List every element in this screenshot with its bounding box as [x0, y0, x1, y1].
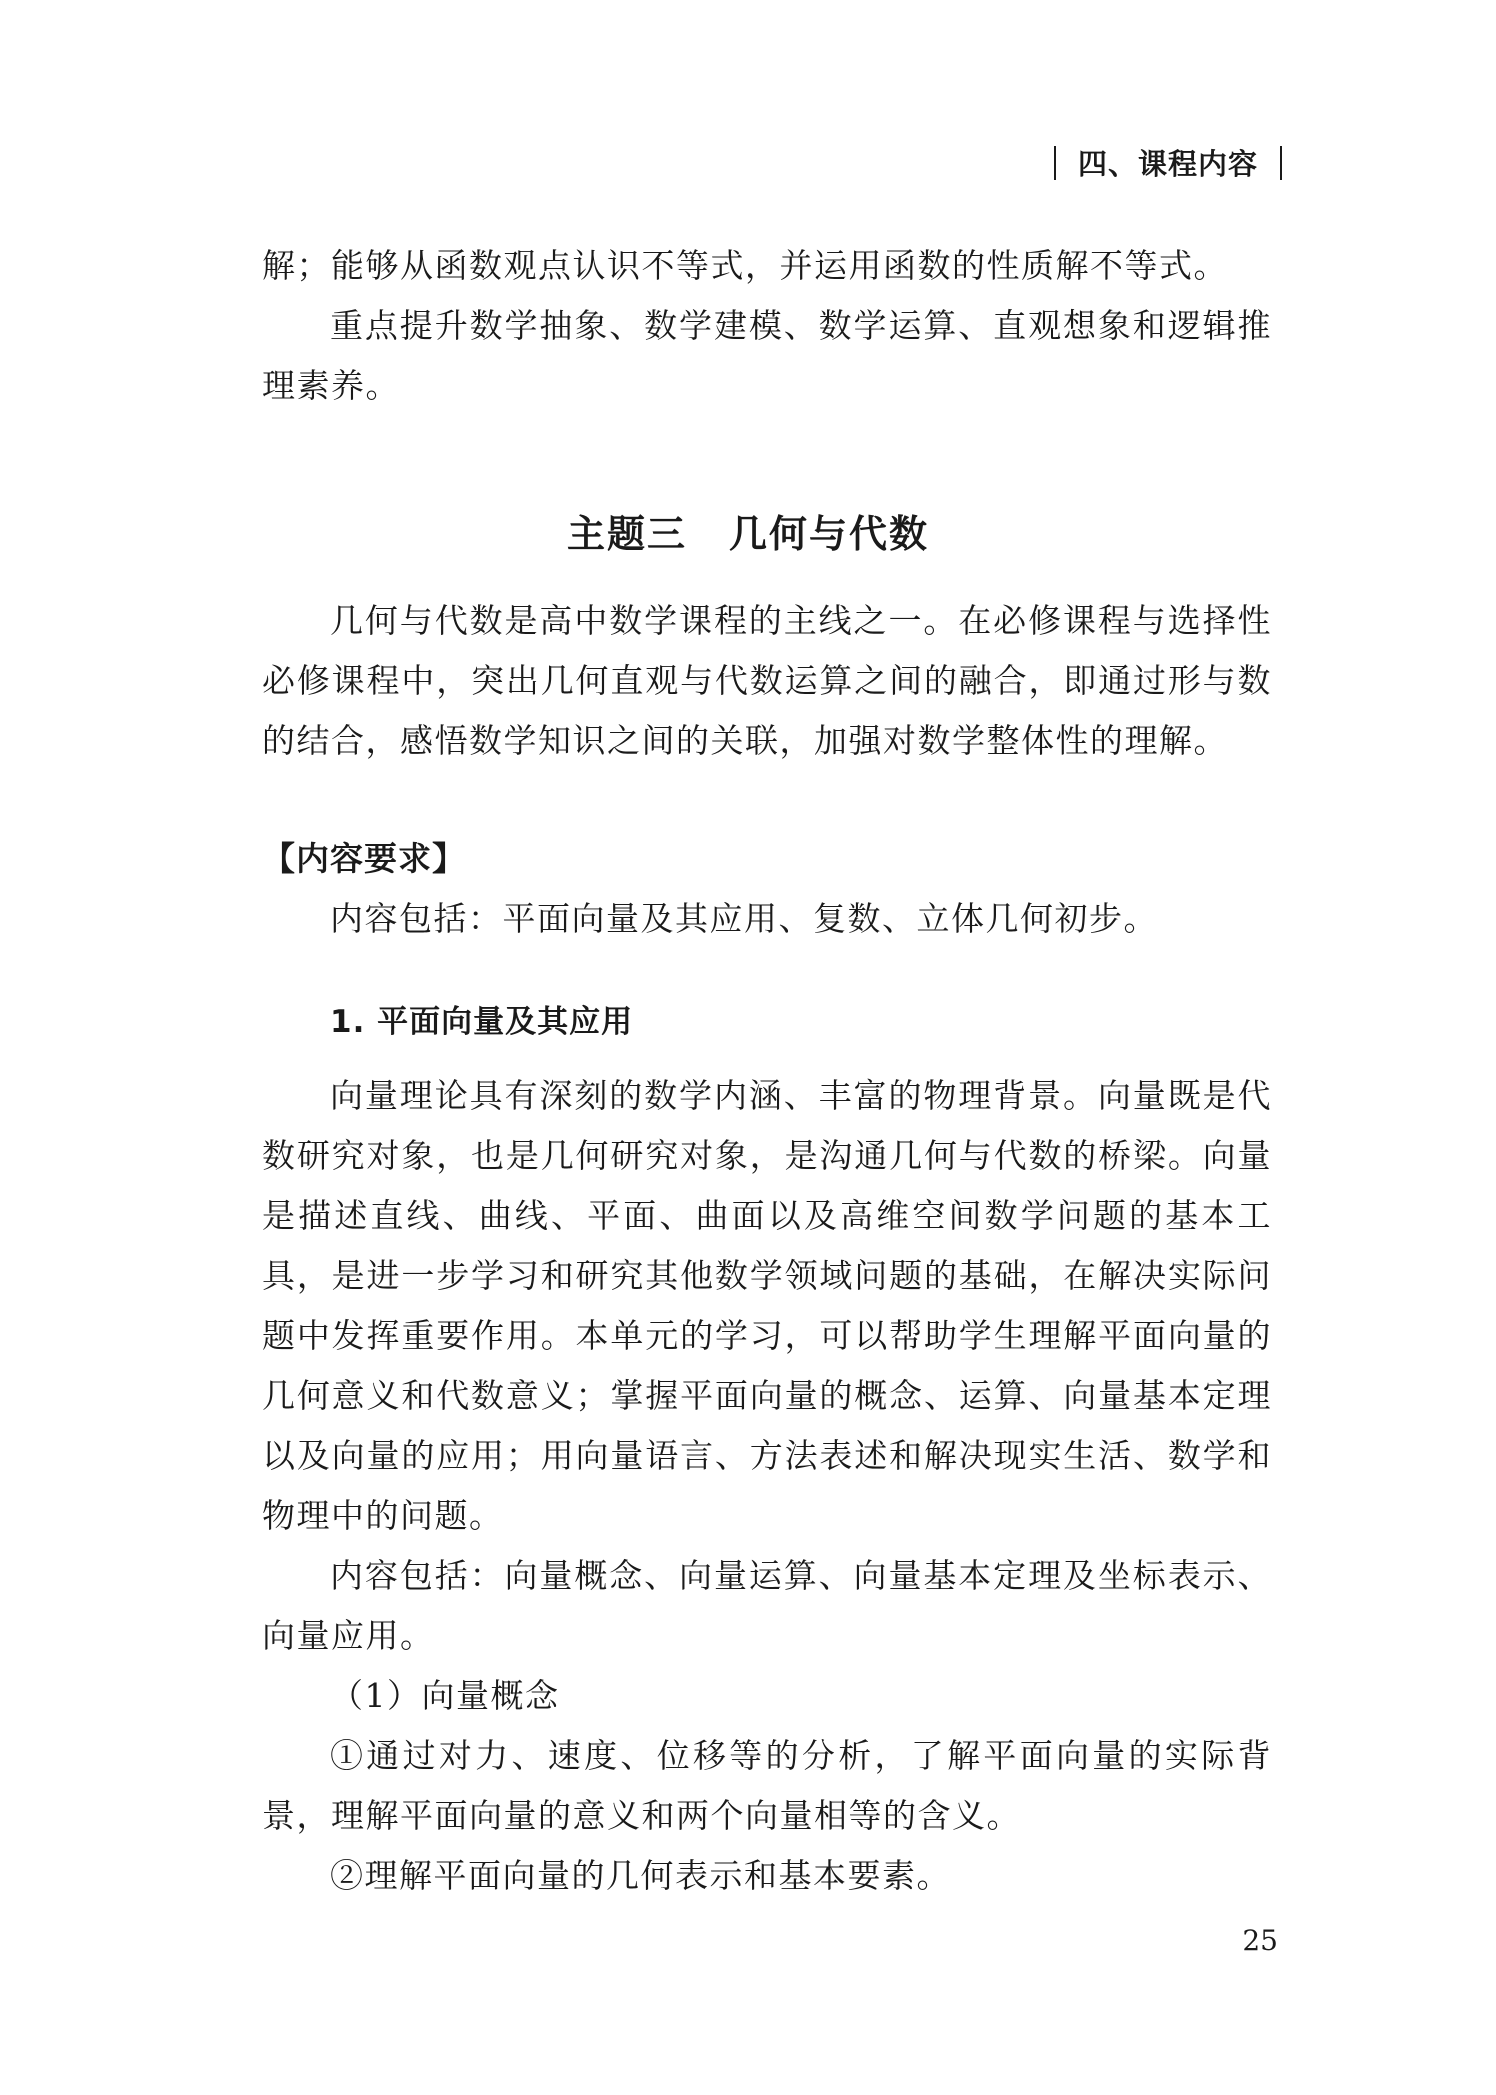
header-divider-right: [1280, 146, 1282, 180]
requirement-item-1: ①通过对力、速度、位移等的分析，了解平面向量的实际背景，理解平面向量的意义和两个向量相等的含义。: [262, 1736, 1272, 1835]
subsection-heading: （1）向量概念: [330, 1676, 560, 1715]
intro-paragraph: 重点提升数学抽象、数学建模、数学运算、直观想象和逻辑推理素养。: [262, 306, 1272, 405]
requirements-heading: 【内容要求】: [262, 839, 466, 878]
intro-block: [262, 236, 1272, 416]
header-divider-left: [1054, 146, 1056, 180]
topic-intro-block: [262, 591, 1272, 771]
section1-heading: 1. 平面向量及其应用: [330, 1004, 634, 1040]
topic-title: [0, 503, 1496, 558]
section1-content-list: 内容包括：向量概念、向量运算、向量基本定理及坐标表示、向量应用。: [262, 1556, 1272, 1655]
topic-name: 几何与代数: [729, 512, 930, 556]
section1-body: [262, 1066, 1272, 1906]
section1-paragraph: 向量理论具有深刻的数学内涵、丰富的物理背景。向量既是代数研究对象，也是几何研究对象，是沟通几何与代数的桥梁。向量是描述直线、曲线、平面、曲面以及高维空间数学问题的基本工具，是进一步学习和研究其他数学领域问题的基础，在解决实际问题中发挥重要作用。本单元的学习，可以帮助学生理解平面向量的几何意义和代数意义；掌握平面向量的概念、运算、向量基本定理以及向量的应用；用向量语言、方法表述和解决现实生活、数学和物理中的问题。: [262, 1076, 1272, 1535]
page-number: 25: [1242, 1924, 1278, 1957]
header-section-title: 四、课程内容: [1077, 147, 1258, 181]
topic-paragraph: 几何与代数是高中数学课程的主线之一。在必修课程与选择性必修课程中，突出几何直观与代数运算之间的融合，即通过形与数的结合，感悟数学知识之间的关联，加强对数学整体性的理解。: [262, 601, 1272, 760]
requirements-block: [262, 829, 1272, 949]
requirement-item-2: ②理解平面向量的几何表示和基本要素。: [330, 1856, 951, 1895]
section1-heading-block: [262, 992, 1272, 1052]
intro-line: 解；能够从函数观点认识不等式，并运用函数的性质解不等式。: [262, 246, 1228, 285]
topic-label: 主题三: [566, 512, 687, 556]
requirements-content: 内容包括：平面向量及其应用、复数、立体几何初步。: [330, 899, 1158, 938]
running-header: [1054, 142, 1282, 183]
